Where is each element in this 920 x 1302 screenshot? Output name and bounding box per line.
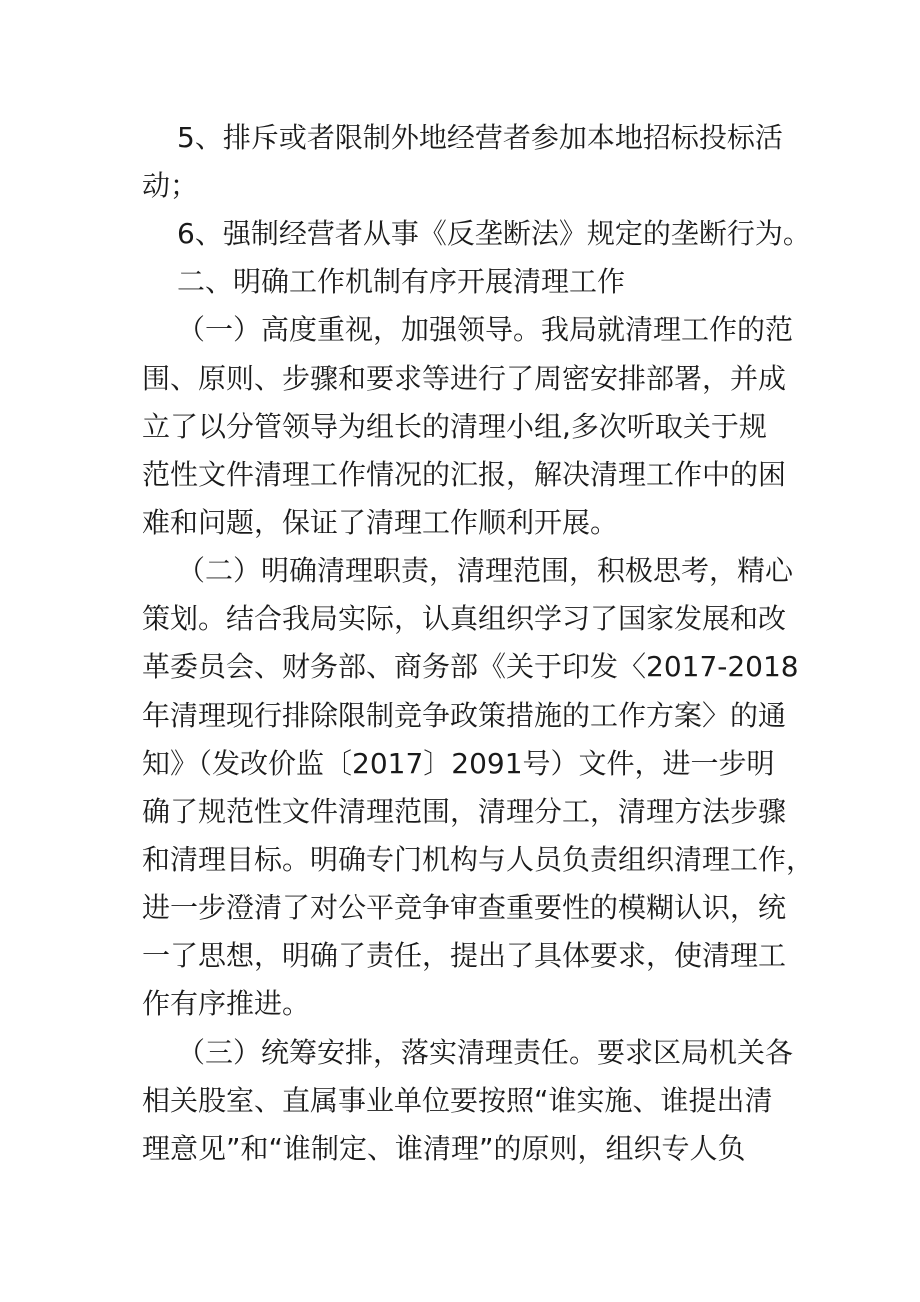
text-line: 动； — [142, 169, 199, 202]
text-line: 革委员会、财务部、商务部《关于印发〈2017-2018 — [142, 650, 799, 683]
text-line: 5、排斥或者限制外地经营者参加本地招标投标活 — [177, 121, 783, 154]
text-line: 知》（发改价监〔2017〕2091号）文件，进一步明 — [142, 747, 775, 780]
text-line: 立了以分管领导为组长的清理小组,多次听取关于规 — [142, 410, 767, 443]
text-line: 和清理目标。明确专门机构与人员负责组织清理工作， — [142, 843, 815, 876]
text-line: 年清理现行排除限制竞争政策措施的工作方案〉的通 — [142, 699, 787, 732]
text-line: （一）高度重视，加强领导。我局就清理工作的范 — [177, 313, 794, 346]
text-line: 确了规范性文件清理范围，清理分工，清理方法步骤 — [142, 795, 787, 828]
text-line: 进一步澄清了对公平竞争审查重要性的模糊认识，统 — [142, 891, 787, 924]
text-line: （二）明确清理职责，清理范围，积极思考，精心 — [177, 554, 794, 587]
text-line: 相关股室、直属事业单位要按照“谁实施、谁提出清 — [142, 1084, 773, 1117]
text-line: 范性文件清理工作情况的汇报，解决清理工作中的困 — [142, 458, 787, 491]
text-line: 作有序推进。 — [142, 987, 311, 1020]
text-line: 策划。结合我局实际，认真组织学习了国家发展和改 — [142, 602, 787, 635]
text-line: 理意见”和“谁制定、谁清理”的原则，组织专人负 — [142, 1132, 746, 1165]
text-line: （三）统筹安排，落实清理责任。要求区局机关各 — [177, 1036, 794, 1069]
text-line: 6、强制经营者从事《反垄断法》规定的垄断行为。 — [177, 217, 811, 250]
text-line: 难和问题，保证了清理工作顺利开展。 — [142, 506, 619, 539]
section-heading: 二、明确工作机制有序开展清理工作 — [177, 265, 626, 298]
text-line: 一了思想，明确了责任，提出了具体要求，使清理工 — [142, 939, 787, 972]
text-line: 围、原则、步骤和要求等进行了周密安排部署，并成 — [142, 362, 787, 395]
